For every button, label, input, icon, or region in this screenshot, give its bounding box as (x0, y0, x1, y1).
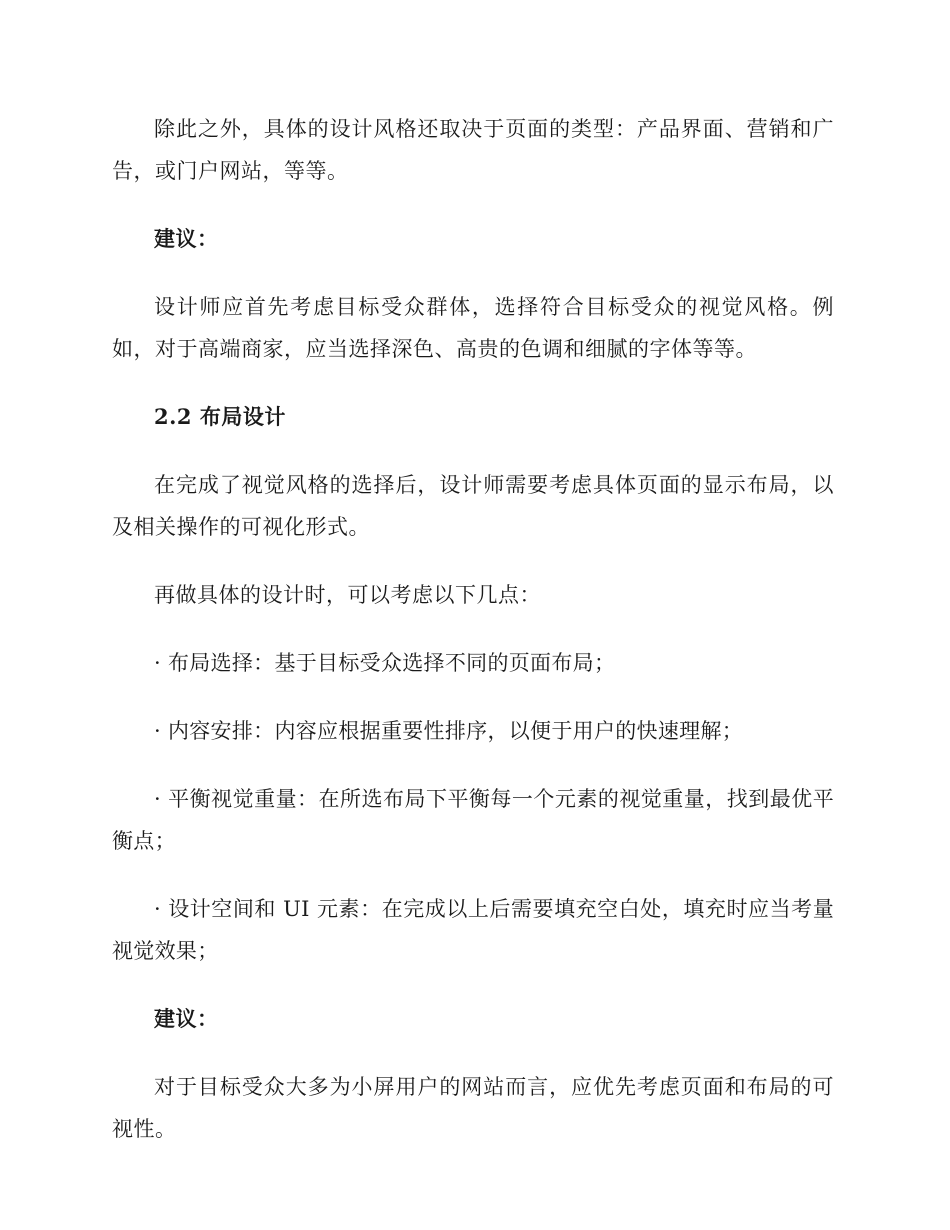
document-body (112, 108, 834, 1176)
list-item-content-arrangement: · 内容安排：内容应根据重要性排序，以便于用户的快速理解； (154, 719, 744, 743)
list-item-design-space: · 设计空间和 UI 元素：在完成以上后需要填充空白处，填充时应当考量视觉效果； (112, 897, 834, 963)
section-heading-layout-design: 2.2 布局设计 (154, 404, 286, 429)
suggestion-heading: 建议： (154, 226, 219, 251)
paragraph-page-types: 除此之外，具体的设计风格还取决于页面的类型：产品界面、营销和广告，或门户网站，等等。 (112, 117, 834, 183)
paragraph-layout-intro: 在完成了视觉风格的选择后，设计师需要考虑具体页面的显示布局，以及相关操作的可视化形式。 (112, 473, 834, 539)
suggestion-heading-second: 建议： (154, 1006, 219, 1031)
list-item-visual-weight: · 平衡视觉重量：在所选布局下平衡每一个元素的视觉重量，找到最优平衡点； (112, 787, 834, 853)
paragraph-visual-style-advice: 设计师应首先考虑目标受众群体，选择符合目标受众的视觉风格。例如，对于高端商家，应当选择深色、高贵的色调和细腻的字体等等。 (112, 295, 834, 361)
paragraph-small-screen-advice: 对于目标受众大多为小屏用户的网站而言，应优先考虑页面和布局的可视性。 (112, 1075, 834, 1141)
list-item-layout-choice: · 布局选择：基于目标受众选择不同的页面布局； (154, 651, 616, 675)
paragraph-considerations-intro: 再做具体的设计时，可以考虑以下几点： (154, 583, 541, 607)
